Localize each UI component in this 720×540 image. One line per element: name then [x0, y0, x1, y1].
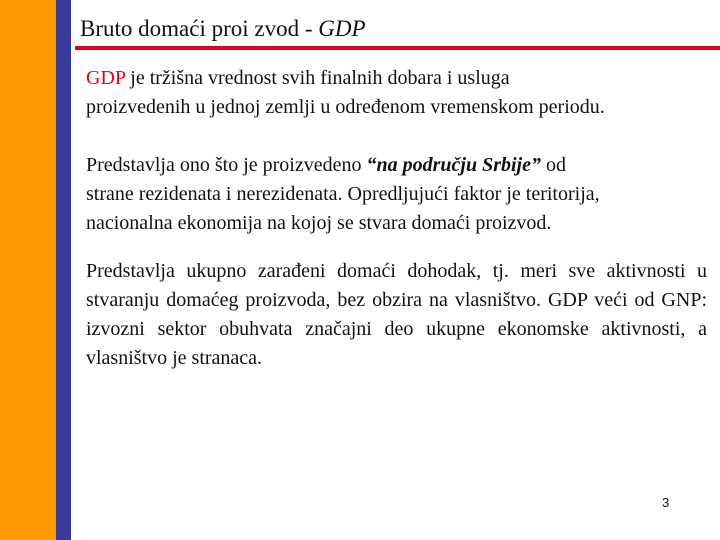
paragraph-2-line-2: strane rezidenata i nerezidenata. Opredljujući faktor je teritorija, [86, 183, 600, 205]
slide-title [80, 14, 366, 44]
left-white-strip [71, 0, 75, 540]
gdp-highlight: GDP [86, 67, 126, 89]
left-blue-bar [56, 0, 71, 540]
paragraph-territory [86, 151, 707, 238]
paragraph-1-line-2: proizvedenih u jednoj zemlji u određenom vremenskom periodu. [86, 96, 605, 118]
paragraph-2-after: od [540, 154, 566, 176]
paragraph-1-line-1: je tržišna vrednost svih finalnih dobara i usluga [125, 67, 510, 89]
left-orange-bar [0, 0, 56, 540]
paragraph-income: Predstavlja ukupno zarađeni domaći dohodak, tj. meri sve aktivnosti u stvaranju domaćeg proizvoda, bez obzira na vlasništvo. GDP veći od GNP: izvozni sektor obuhvata značajni deo ukupne ekonomske aktivnosti, a vlasništvo je stranaca. [86, 260, 707, 369]
slide-title-main: Bruto domaći proi zvod - [80, 16, 319, 41]
paragraph-2-line-3: nacionalna ekonomija na kojoj se stvara domaći proizvod. [86, 212, 552, 234]
page-number: 3 [662, 495, 670, 510]
paragraph-2-before: Predstavlja ono što je proizvedeno [86, 154, 367, 176]
paragraph-gdp-definition [86, 64, 707, 122]
paragraph-2-emphasis: “na području Srbije” [366, 154, 541, 176]
title-underline [75, 46, 720, 50]
slide-title-gdp: GDP [318, 16, 366, 41]
